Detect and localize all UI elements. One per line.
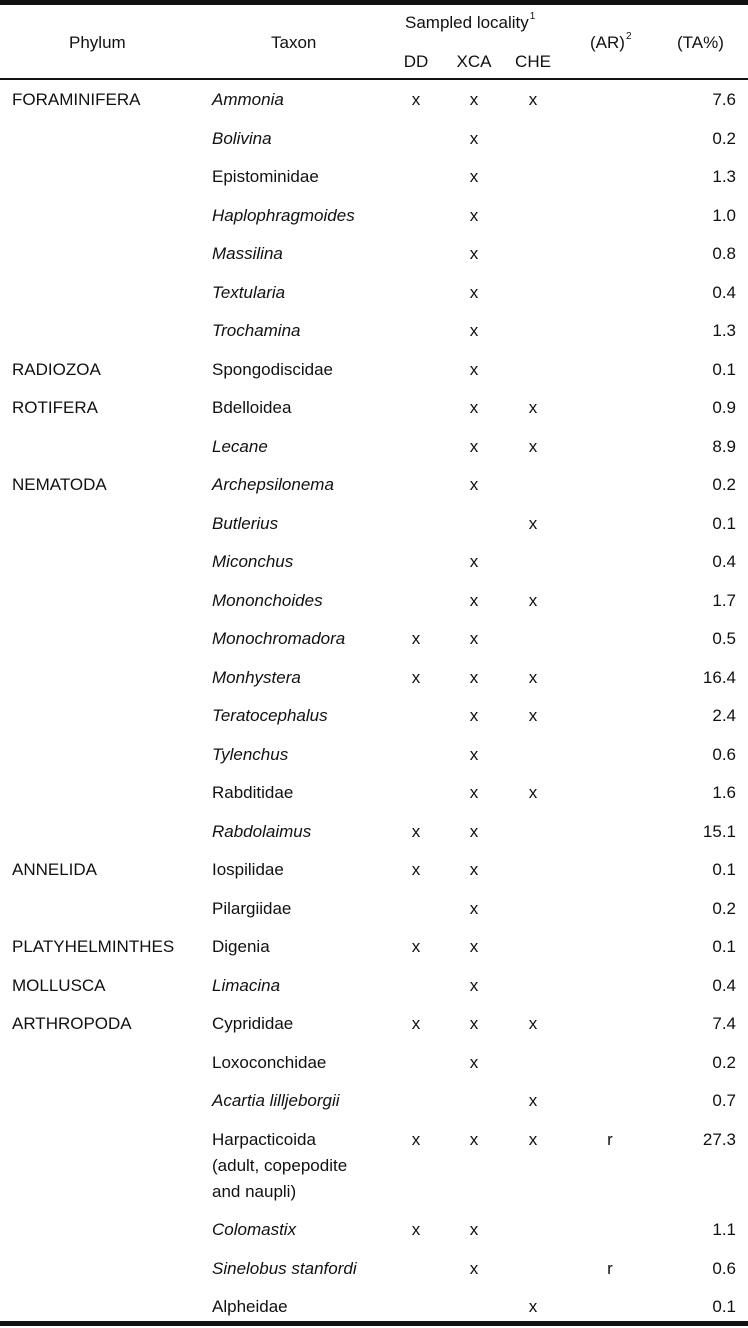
taxon-cell: Bdelloidea	[212, 398, 292, 417]
header-ta: (TA%)	[677, 33, 724, 52]
ta-cell: 27.3	[702, 1129, 736, 1149]
taxon-cell: Trochamina	[212, 321, 301, 340]
xca-cell: x	[469, 937, 479, 956]
taxon-cell: Epistominidae	[212, 167, 319, 186]
bottom-rule	[0, 1321, 748, 1326]
che-cell: x	[528, 706, 538, 725]
ta-cell: 0.4	[712, 282, 736, 302]
ta-cell: 7.4	[712, 1014, 736, 1033]
phylum-cell: ANNELIDA	[12, 860, 98, 879]
phylum-cell: PLATYHELMINTHES	[12, 937, 175, 956]
xca-cell: x	[469, 205, 479, 225]
taxon-cell: Massilina	[212, 244, 283, 263]
dd-cell: x	[411, 860, 421, 879]
ta-cell: 8.9	[712, 436, 736, 456]
ta-cell: 0.2	[712, 128, 736, 148]
taxon-cell: Loxoconchidae	[212, 1052, 327, 1072]
ta-cell: 15.1	[702, 821, 736, 841]
che-cell: x	[528, 513, 538, 533]
ta-cell: 0.7	[712, 1091, 736, 1110]
taxon-cell: Monhystera	[212, 667, 301, 687]
che-cell: x	[528, 590, 538, 610]
ta-cell: 0.1	[712, 937, 736, 956]
header-taxon: Taxon	[271, 33, 317, 52]
xca-cell: x	[469, 398, 479, 417]
phylum-cell: RADIOZOA	[12, 359, 101, 379]
ta-cell: 0.4	[712, 975, 736, 995]
che-cell: x	[528, 1014, 538, 1033]
header-ar	[590, 33, 632, 53]
xca-cell: x	[469, 282, 479, 302]
xca-cell: x	[469, 1129, 479, 1149]
xca-cell: x	[469, 1052, 479, 1072]
sampled-locality-footnote: 1	[529, 11, 536, 23]
taxon-cell: Harpacticoida	[212, 1129, 316, 1149]
dd-cell: x	[411, 629, 421, 648]
ta-cell: 1.6	[712, 783, 736, 802]
ta-cell: 0.5	[712, 629, 736, 648]
che-cell: x	[528, 90, 538, 109]
ta-cell: 0.1	[712, 513, 736, 533]
ar-footnote: 2	[625, 31, 632, 43]
che-cell: x	[528, 1091, 538, 1110]
ar-cell: r	[607, 1258, 613, 1278]
xca-cell: x	[469, 90, 479, 109]
che-cell: x	[528, 667, 538, 687]
xca-cell: x	[469, 590, 479, 610]
taxon-cell: Butlerius	[212, 513, 279, 533]
taxon-cell: Bolivina	[212, 128, 272, 148]
dd-cell: x	[411, 821, 421, 841]
ta-cell: 16.4	[702, 667, 736, 687]
taxon-cell: Textularia	[212, 282, 286, 302]
phylum-cell: ROTIFERA	[12, 398, 98, 417]
ta-cell: 0.2	[712, 475, 736, 494]
ta-cell: 0.1	[712, 860, 736, 879]
taxon-cell: Tylenchus	[212, 744, 289, 764]
taxon-cell: (adult, copepodite	[212, 1155, 348, 1175]
xca-cell: x	[469, 128, 479, 148]
ta-cell: 0.6	[712, 744, 736, 764]
taxon-cell: Alpheidae	[212, 1297, 288, 1316]
xca-cell: x	[469, 244, 479, 263]
taxon-cell: Teratocephalus	[212, 706, 328, 725]
header-che: CHE	[515, 52, 551, 71]
ta-cell: 0.1	[712, 359, 736, 379]
taxon-cell: Mononchoides	[212, 590, 323, 610]
taxon-cell: Acartia lilljeborgii	[212, 1091, 340, 1110]
ta-cell: 7.6	[712, 90, 736, 109]
xca-cell: x	[469, 821, 479, 841]
ta-cell: 0.4	[712, 552, 736, 571]
top-rule	[0, 0, 748, 5]
xca-cell: x	[469, 1014, 479, 1033]
taxon-cell: Ammonia	[212, 90, 284, 109]
xca-cell: x	[469, 321, 479, 340]
taxon-cell: Monochromadora	[212, 629, 346, 648]
xca-cell: x	[469, 629, 479, 648]
taxon-cell: Limacina	[212, 975, 281, 995]
taxon-cell: Haplophragmoides	[212, 205, 355, 225]
sampled-locality-label: Sampled locality	[405, 13, 529, 32]
ta-cell: 1.1	[712, 1220, 736, 1239]
xca-cell: x	[469, 975, 479, 995]
xca-cell: x	[469, 552, 479, 571]
ar-label: (AR)	[590, 33, 625, 52]
che-cell: x	[528, 1297, 538, 1316]
taxon-cell: Lecane	[212, 436, 268, 456]
xca-cell: x	[469, 1258, 479, 1278]
xca-cell: x	[469, 783, 479, 802]
xca-cell: x	[469, 860, 479, 879]
taxon-cell: Colomastix	[212, 1220, 297, 1239]
che-cell: x	[528, 436, 538, 456]
header-dd: DD	[403, 52, 429, 71]
dd-cell: x	[411, 1220, 421, 1239]
xca-cell: x	[469, 744, 479, 764]
taxon-cell: Cyprididae	[212, 1014, 294, 1033]
header-sampled-locality	[405, 13, 535, 33]
phylum-cell: NEMATODA	[12, 475, 107, 494]
xca-cell: x	[469, 475, 479, 494]
dd-cell: x	[411, 1129, 421, 1149]
dd-cell: x	[411, 1014, 421, 1033]
taxon-cell: Sinelobus stanfordi	[212, 1258, 357, 1278]
taxon-cell: Archepsilonema	[212, 475, 334, 494]
ta-cell: 0.1	[712, 1297, 736, 1316]
phylum-cell: ARTHROPODA	[12, 1014, 132, 1033]
ta-cell: 0.8	[712, 244, 736, 263]
ta-cell: 0.2	[712, 1052, 736, 1072]
ta-cell: 1.0	[712, 205, 736, 225]
taxon-cell: Rabdolaimus	[212, 821, 312, 841]
che-cell: x	[528, 783, 538, 802]
ar-cell: r	[607, 1129, 613, 1149]
taxon-cell: Digenia	[212, 937, 270, 956]
che-cell: x	[528, 398, 538, 417]
taxon-cell: Pilargiidae	[212, 898, 292, 918]
che-cell: x	[528, 1129, 538, 1149]
xca-cell: x	[469, 706, 479, 725]
taxon-cell: Spongodiscidae	[212, 359, 333, 379]
xca-cell: x	[469, 167, 479, 186]
xca-cell: x	[469, 1220, 479, 1239]
xca-cell: x	[469, 898, 479, 918]
ta-cell: 2.4	[712, 706, 736, 725]
xca-cell: x	[469, 436, 479, 456]
taxon-cell: Iospilidae	[212, 860, 284, 879]
xca-cell: x	[469, 359, 479, 379]
xca-cell: x	[469, 667, 479, 687]
taxon-cell: Miconchus	[212, 552, 294, 571]
ta-cell: 0.9	[712, 398, 736, 417]
dd-cell: x	[411, 937, 421, 956]
header-phylum: Phylum	[69, 33, 126, 52]
ta-cell: 1.3	[712, 167, 736, 186]
ta-cell: 1.3	[712, 321, 736, 340]
ta-cell: 0.6	[712, 1258, 736, 1278]
ta-cell: 0.2	[712, 898, 736, 918]
phylum-cell: FORAMINIFERA	[12, 90, 141, 109]
dd-cell: x	[411, 90, 421, 109]
dd-cell: x	[411, 667, 421, 687]
phylum-cell: MOLLUSCA	[12, 975, 106, 995]
ta-cell: 1.7	[712, 590, 736, 610]
header-xca: XCA	[456, 52, 492, 71]
taxon-cell: Rabditidae	[212, 783, 294, 802]
taxon-cell: and naupli)	[212, 1181, 297, 1201]
header-rule	[0, 78, 748, 80]
